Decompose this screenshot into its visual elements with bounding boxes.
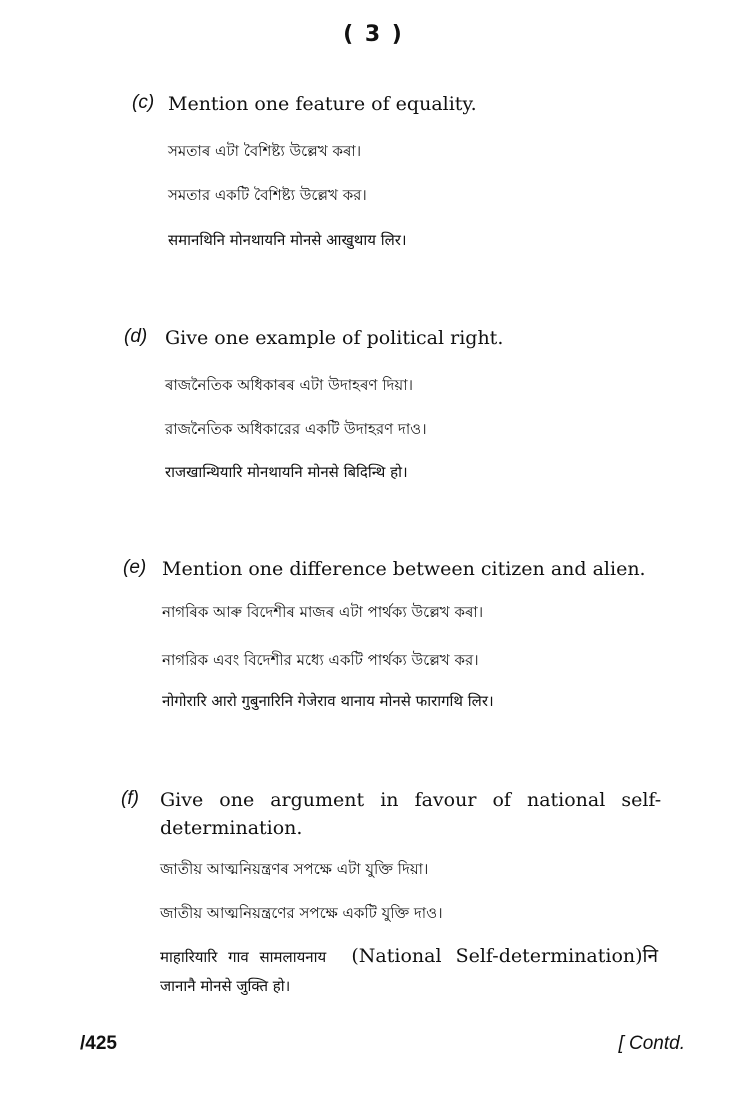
question-text-line1: Give one argument in favour of national self- (160, 789, 662, 811)
question-label: (d) (124, 326, 148, 347)
assamese-translation: ৰাজনৈতিক অধিকাৰৰ এটা উদাহৰণ দিয়া। (165, 376, 413, 394)
bengali-translation: রাজনৈতিক অধিকারের একটি উদাহরণ দাও। (165, 420, 427, 438)
bengali-translation: সমতার একটি বৈশিষ্ট্য উল্লেখ কর। (168, 186, 367, 204)
assamese-translation: সমতাৰ এটা বৈশিষ্ট্য উল্লেখ কৰা। (168, 142, 362, 160)
question-label: (f) (121, 788, 139, 809)
assamese-translation: জাতীয় আত্মনিয়ন্ত্ৰণৰ সপক্ষে এটা যুক্তি দিয়া। (160, 860, 429, 878)
bodo-english-term: (National Self-determination)नि (351, 945, 658, 967)
bengali-translation: নাগরিক এবং বিদেশীর মধ্যে একটি পার্থক্য উল্লেখ কর। (162, 651, 479, 669)
assamese-translation: নাগৰিক আৰু বিদেশীৰ মাজৰ এটা পাৰ্থক্য উল্লেখ কৰা। (162, 603, 484, 621)
bodo-text: माहारियारि गाव सामलायनाय (160, 948, 327, 966)
question-text-line2: determination. (160, 817, 303, 839)
bodo-translation-line2: जानानै मोनसे जुक्ति हो। (160, 977, 291, 995)
bengali-translation: জাতীয় আত্মনিয়ন্ত্রণের সপক্ষে একটি যুক্তি দাও। (160, 904, 443, 922)
question-label: (c) (132, 92, 155, 113)
bodo-translation: समानथिनि मोनथायनि मोनसे आखुथाय लिर। (168, 231, 407, 249)
question-text: Mention one feature of equality. (168, 93, 477, 115)
bodo-translation: नोगोरारि आरो गुबुनारिनि गेजेराव थानाय मोनसे फारागथि लिर। (162, 692, 494, 710)
paper-code: /425 (80, 1033, 117, 1054)
continued-marker: [ Contd. (618, 1033, 685, 1054)
question-text: Give one example of political right. (165, 327, 504, 349)
question-text: Mention one difference between citizen and alien. (162, 558, 646, 580)
page-number: ( 3 ) (343, 22, 404, 47)
question-text (160, 786, 662, 814)
bodo-translation-line1 (160, 942, 658, 968)
question-label: (e) (123, 557, 147, 578)
bodo-translation: राजखान्थियारि मोनथायनि मोनसे बिदिन्थि हो। (165, 463, 408, 481)
